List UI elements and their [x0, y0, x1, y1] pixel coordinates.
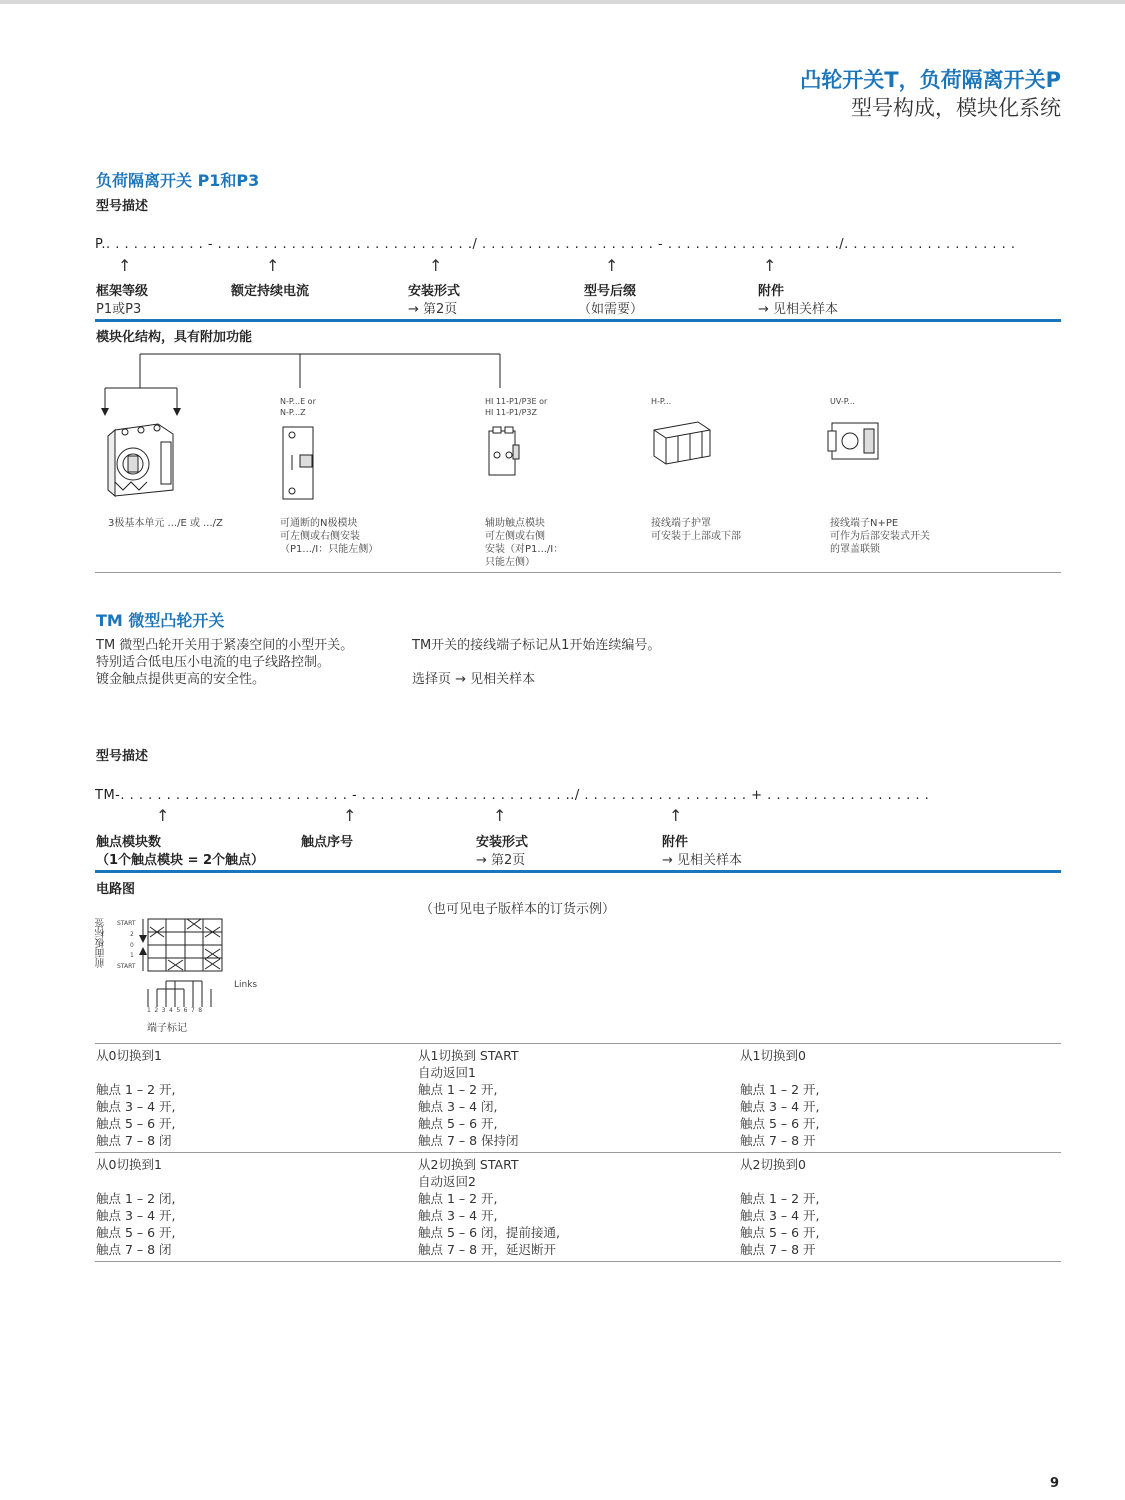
diagram-side-label: 前面板标签 — [96, 918, 107, 968]
n-pole-module-drawing — [280, 425, 320, 503]
tm-field-label-accessory: 附件 — [662, 835, 689, 850]
field-sub-suffix: （如需要） — [578, 302, 644, 317]
diagram-pos-2: 2 — [130, 931, 134, 938]
terminal-number: 6 — [183, 1007, 191, 1014]
field-label-frame: 框架等级 — [96, 284, 149, 299]
module-4-desc: 接线端子护罩 可安装于上部或下部 — [651, 518, 741, 542]
table-cell: 从1切换到0 触点 1 – 2 开, 触点 3 – 4 开, 触点 5 – 6 开, 触点 7 – 8 开 — [740, 1048, 820, 1148]
tm-field-label-contact-seq: 触点序号 — [301, 835, 354, 850]
diagram-pos-0: 0 — [130, 942, 134, 949]
table-cell: 从0切换到1 触点 1 – 2 开, 触点 3 – 4 开, 触点 5 – 6 开, 触点 7 – 8 闭 — [96, 1048, 176, 1148]
tm-type-desc-label: 型号描述 — [96, 749, 149, 764]
gray-divider — [95, 572, 1061, 573]
terminal-n-pe-drawing — [826, 415, 884, 465]
module-3-code: HI 11-P1/P3E or HI 11-P1/P3Z — [485, 397, 548, 417]
diagram-terminals — [147, 1007, 206, 1014]
table-cell: 从0切换到1 触点 1 – 2 闭, 触点 3 – 4 开, 触点 5 – 6 开, 触点 7 – 8 闭 — [96, 1157, 176, 1257]
module-1-desc: 3极基本单元 .../E 或 .../Z — [108, 518, 223, 529]
tm-intro-right-2: 选择页 → 见相关样本 — [412, 672, 536, 687]
arrow-up-icon: ↑ — [118, 256, 132, 275]
module-5-desc: 接线端子N+PE 可作为后部安装式开关 的罩盖联锁 — [830, 518, 930, 555]
page-header-subtitle: 型号构成，模块化系统 — [851, 96, 1061, 120]
blue-divider — [95, 870, 1061, 873]
table-cell: 从2切换到0 触点 1 – 2 开, 触点 3 – 4 开, 触点 5 – 6 开, 触点 7 – 8 开 — [740, 1157, 820, 1257]
table-rule-top — [95, 1043, 1061, 1044]
tm-field-label-mounting: 安装形式 — [476, 835, 529, 850]
arrow-up-icon: ↑ — [669, 806, 683, 825]
diagram-links-label: Links — [234, 980, 258, 990]
tm-intro-line-1: TM 微型凸轮开关用于紧凑空间的小型开关。 — [96, 638, 354, 653]
terminal-number: 8 — [198, 1007, 206, 1014]
tm-intro-line-3: 镀金触点提供更高的安全性。 — [96, 672, 266, 687]
field-label-suffix: 型号后缀 — [584, 284, 637, 299]
field-label-accessory: 附件 — [758, 284, 785, 299]
modular-label: 模块化结构，具有附加功能 — [96, 330, 253, 345]
arrow-up-icon: ↑ — [605, 256, 619, 275]
terminal-number: 3 — [161, 1007, 169, 1014]
terminal-number: 2 — [154, 1007, 162, 1014]
tm-field-sub-accessory: → 见相关样本 — [662, 853, 743, 868]
basic-unit-switch-drawing — [103, 420, 178, 500]
module-5-code: UV-P... — [830, 397, 855, 406]
arrow-up-icon: ↑ — [763, 256, 777, 275]
arrow-up-icon: ↑ — [343, 806, 357, 825]
terminal-number: 7 — [190, 1007, 199, 1014]
diagram-pos-start-bottom: START — [117, 963, 136, 970]
blue-divider — [95, 319, 1061, 322]
table-rule-bottom — [95, 1261, 1061, 1262]
module-3-desc: 辅助触点模块 可左侧或右侧 安装（对P1.../I： 只能左侧） — [485, 518, 564, 568]
page-header-title: 凸轮开关T，负荷隔离开关P — [800, 68, 1061, 92]
p-type-desc-label: 型号描述 — [96, 199, 149, 214]
diagram-terminal-label: 端子标记 — [147, 1023, 187, 1034]
table-cell: 从2切换到 START 自动返回2 触点 1 – 2 开, 触点 3 – 4 开, 触点 5 – 6 闭，提前接通, 触点 7 – 8 开，延迟断开 — [418, 1157, 561, 1257]
top-border — [0, 0, 1125, 4]
arrow-up-icon: ↑ — [493, 806, 507, 825]
tm-field-label-modules: 触点模块数 — [96, 835, 162, 850]
p-type-pattern: P.. . . . . . . . . . . - . . . . . . . . . . . . . . . . . . . . . . . . . . . ./ . . . . . . . . . . . . . . . . . . . - . . . . . . . . . . . . . . . . . . ./. . . . . . . . . . . . . . . . . . . — [95, 237, 1016, 252]
tm-intro-line-2: 特别适合低电压小电流的电子线路控制。 — [96, 655, 331, 670]
module-2-code: N-P...E or N-P...Z — [280, 397, 316, 417]
module-4-code: H-P... — [651, 397, 672, 406]
circuit-label: 电路图 — [96, 882, 136, 897]
terminal-number: 5 — [176, 1007, 184, 1014]
field-sub-accessory: → 见相关样本 — [758, 302, 839, 317]
table-rule-middle — [95, 1152, 1061, 1153]
aux-contact-module-drawing — [485, 425, 525, 480]
contact-diagram-grid — [136, 915, 231, 1015]
tm-field-sub-modules: （1个触点模块 = 2个触点） — [96, 853, 265, 868]
field-label-mounting: 安装形式 — [408, 284, 461, 299]
circuit-note: （也可见电子版样本的订货示例） — [420, 902, 616, 917]
field-sub-mounting: → 第2页 — [408, 302, 458, 317]
tm-field-sub-mounting: → 第2页 — [476, 853, 526, 868]
diagram-pos-start-top: START — [117, 920, 136, 927]
terminal-cover-drawing — [648, 418, 714, 468]
arrow-up-icon: ↑ — [429, 256, 443, 275]
tm-type-pattern: TM-. . . . . . . . . . . . . . . . . . . . . . . . . - . . . . . . . . . . . . . . . . . . . . . . ../ . . . . . . . . . . . . . . . . . . + . . . . . . . . . . . . . . . . . . — [95, 788, 930, 803]
tm-section-title: TM 微型凸轮开关 — [96, 611, 225, 630]
arrow-up-icon: ↑ — [156, 806, 170, 825]
page-number: 9 — [1049, 1476, 1059, 1491]
p-section-title: 负荷隔离开关 P1和P3 — [96, 171, 260, 190]
field-label-current: 额定持续电流 — [231, 284, 310, 299]
field-sub-frame: P1或P3 — [96, 302, 142, 317]
terminal-number: 1 — [147, 1007, 155, 1014]
diagram-pos-1: 1 — [130, 952, 134, 959]
table-cell: 从1切换到 START 自动返回1 触点 1 – 2 开, 触点 3 – 4 闭, 触点 5 – 6 开, 触点 7 – 8 保持闭 — [418, 1048, 519, 1148]
arrow-up-icon: ↑ — [266, 256, 280, 275]
tm-intro-right-1: TM开关的接线端子标记从1开始连续编号。 — [412, 638, 661, 653]
module-2-desc: 可通断的N极模块 可左侧或右侧安装 （P1.../I：只能左侧） — [280, 518, 379, 555]
terminal-number: 4 — [168, 1007, 177, 1014]
